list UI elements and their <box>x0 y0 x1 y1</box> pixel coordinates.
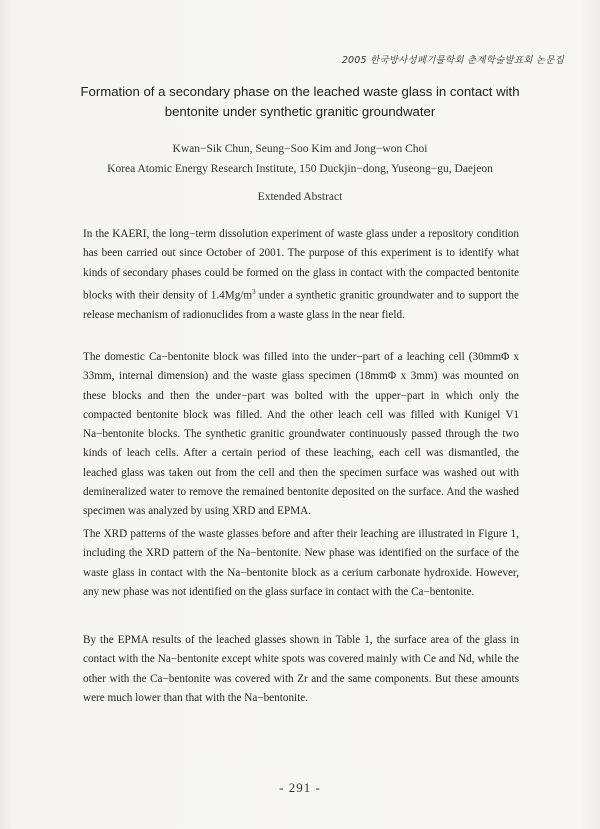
title-line-2: bentonite under synthetic granitic groundwater <box>164 104 436 119</box>
section-heading: Extended Abstract <box>257 191 343 203</box>
paper-title <box>60 82 540 122</box>
title-line-1: Formation of a secondary phase on the leached waste glass in contact with <box>80 84 520 99</box>
running-header: 2005 한국방사성폐기물학회 춘계학술발표회 논문집 <box>341 55 564 66</box>
author-affiliation: Korea Atomic Energy Research Institute, 150 Duckjin−dong, Yuseong−gu, Daejeon <box>107 163 493 175</box>
paragraph-3: The XRD patterns of the waste glasses before and after their leaching are illustrated in Figure 1, including the XRD pattern of the Na−bentonite. New phase was identified on the surface of the waste glass in contact with the Na−bentonite block as a cerium carbonate hydroxide. However, any new phase was not identified on the glass surface in contact with the Ca−bentonite. <box>83 528 519 598</box>
paragraph-1 <box>83 225 519 325</box>
density-unit-superscript: 3 <box>252 287 256 296</box>
paragraph-1-text-b: under a synthetic granitic groundwater and to support the release mechanism of radionuclides from a waste glass in the near field. <box>83 289 519 321</box>
paragraph-4: By the EPMA results of the leached glasses shown in Table 1, the surface area of the glass in contact with the Na−bentonite except white spots was covered mainly with Ce and Nd, while the other with the Ca−bentonite was covered with Zr and the same components. But these amounts were much lower than that with the Na−bentonite. <box>83 634 519 704</box>
paragraph-1-text-a: In the KAERI, the long−term dissolution experiment of waste glass under a repository condition has been carried out since October of 2001. The purpose of this experiment is to identify what kinds of secondary phases could be formed on the glass in contact with the compacted bentonite blocks with their density of 1.4Mg/m <box>83 228 519 302</box>
paragraph-2: The domestic Ca−bentonite block was filled into the under−part of a leaching cell (30mmΦ x 33mm, internal dimension) and the waste glass specimen (18mmΦ x 3mm) was mounted on these blocks and then the under−part was bolted with the upper−part in which only the compacted bentonite block was filled. And the other leach cell was filled with Kunigel V1 Na−bentonite blocks. The synthetic granitic groundwater continuously passed through the two kinds of leach cells. After a certain period of these leaching, each cell was dismantled, the leached glass was taken out from the cell and then the specimen surface was washed out with demineralized water to remove the remained bentonite deposited on the surface. And the washed specimen was analyzed by using XRD and EPMA. <box>83 351 519 518</box>
page-number: - 291 - <box>279 780 321 795</box>
author-block <box>40 139 560 179</box>
author-names: Kwan−Sik Chun, Seung−Soo Kim and Jong−won Choi <box>172 143 428 155</box>
